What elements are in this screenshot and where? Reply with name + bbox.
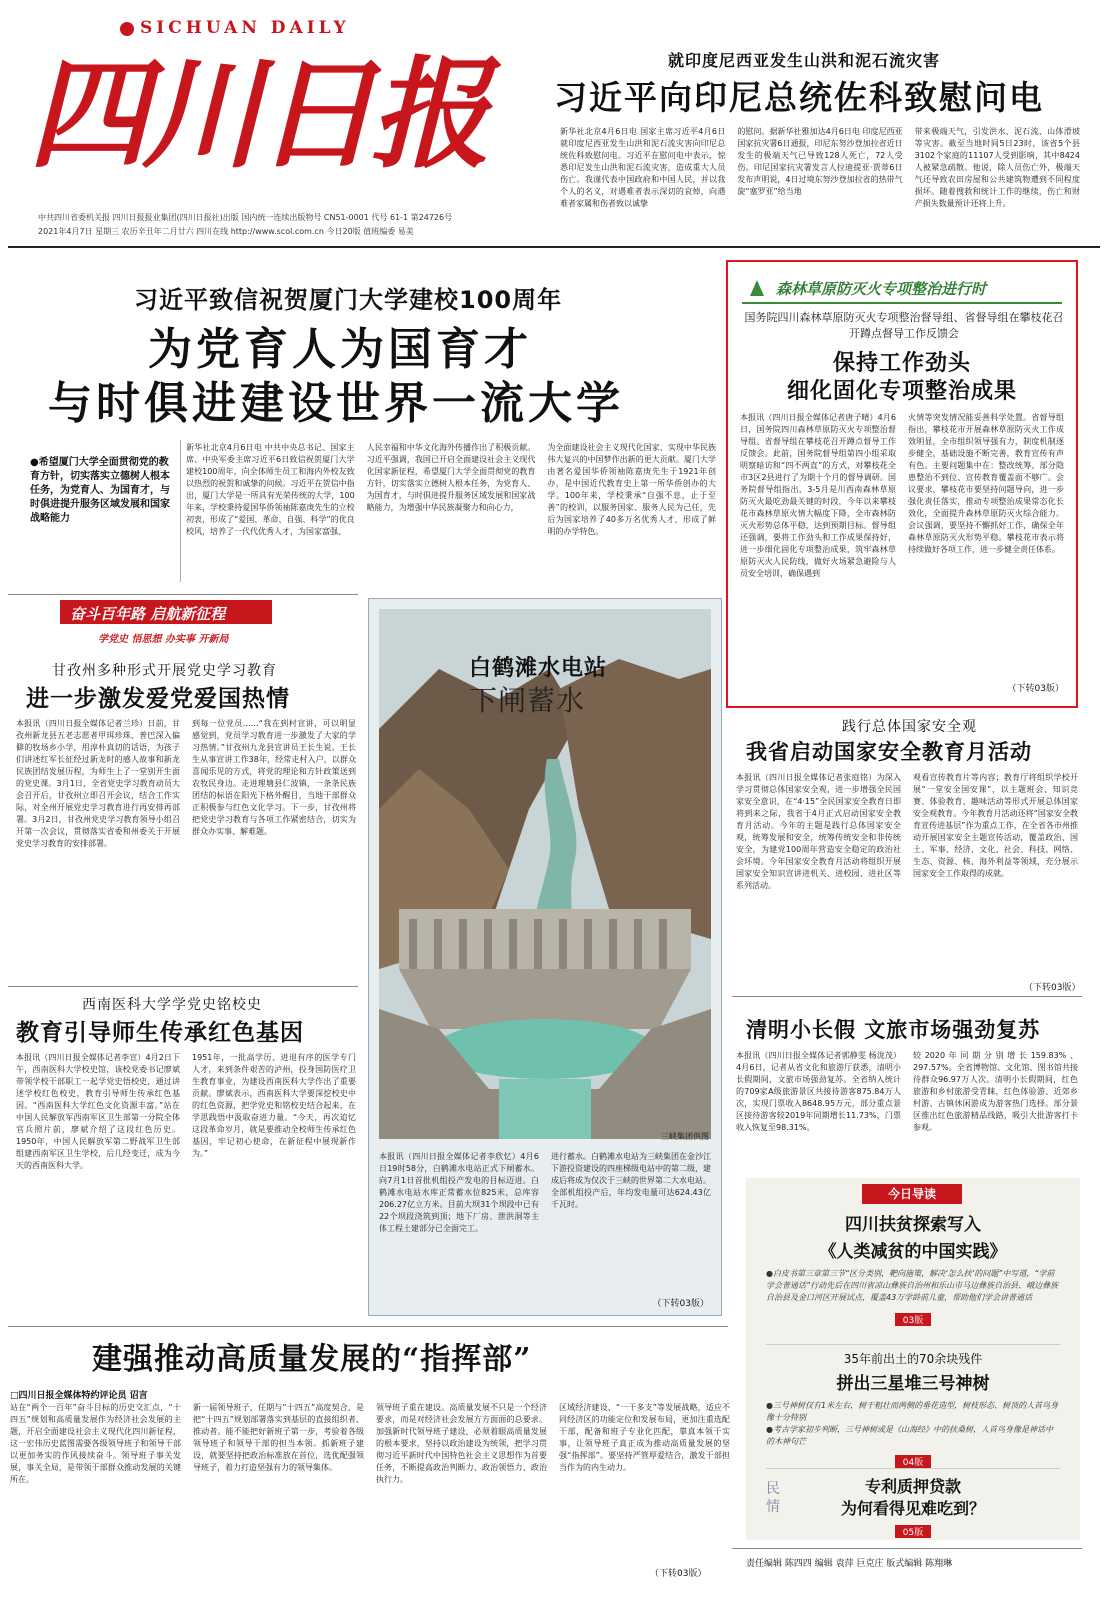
- guide-item-2-title1: 拼出三星堆三号神树: [836, 1374, 990, 1394]
- guide-item-2[interactable]: [746, 1350, 1080, 1469]
- tree-icon: [750, 280, 764, 296]
- guide-item-1-desc: ●白皮书第三章第三节“区分类别，靶向施策，解决‘怎么扶’的问题”中写道，“学前学会普通话”行动先后在四川省凉山彝族自治州和乐山市马边彝族自治县、峨边彝族自治县及金口河区开展试点，覆盖43万学龄前儿童，帮助他们学会讲普通话: [766, 1269, 1059, 1302]
- bottom-divider: [8, 1326, 728, 1327]
- forest-headline-1[interactable]: 保持工作劲头: [832, 350, 971, 376]
- guide-item-3-tag: 民情: [766, 1481, 780, 1515]
- guide-item-3-title2: 为何看得见难吃到？: [840, 1499, 985, 1518]
- ganzi-col2: 到每一位党员……“我在到村宣讲，可以明显感觉到，党员学习教育进一步激发了大家的学习热情。”甘孜州九龙县宣讲员王长生说。王长生从事宣讲工作38年，经常走村入户，以群众喜闻乐见的方式，将党的理论和方针政策送到农牧民身边。走进理塘县仁波镇，一条条民族团结的标语在阳光下格外醒目，当地干部群众正积极参与红色文化学习。下一步，甘孜州将把党史学习教育与各项工作紧密结合，切实为群众办实事、解难题。: [192, 719, 356, 836]
- forest-banner: [742, 276, 1062, 304]
- tailwater: [499, 1079, 591, 1139]
- guide-item-3-title1: 专利质押贷款: [864, 1477, 961, 1496]
- forest-box: [726, 260, 1078, 708]
- guide-item-1-title2: 《人类减贫的中国实践》: [819, 1242, 1007, 1262]
- dam-wall: [399, 909, 691, 969]
- swmu-divider: [8, 986, 358, 987]
- section-flag-title: 奋斗百年路 启航新征程: [70, 605, 226, 623]
- left-section-divider: [8, 594, 358, 595]
- photo-story-body: [379, 1151, 711, 1291]
- bottom-col2: 新一届领导班子，任期与“十四五”高度契合，是把“十四五”规划部署落实到基层的直接组织者、推动者。能不能把好新班子第一步，考验着各级领导班子和领导干部的担当本领。抓新班子建设，就要坚持把政治标准放在首位，选优配强领导班子，着力打造坚强有力的领导集体。: [193, 1403, 364, 1472]
- qingming-divider: [732, 996, 1082, 997]
- forest-col2: 火情等突发情况能妥善科学处置。省督导组指出，攀枝花市开展森林草原防灭火工作成效明显，全市组织领导强有力，制度机制逐步健全，基础设施不断完善，教育宣传有声有色。主要问题集中在：整改统筹、部分隐患整治不到位、宣传教育覆盖面不够广。会议要求，攀枝花市要坚持问题导向，进一步强化责任落实，推动专项整治成果常态化长效化，全面提升森林草原防灭火综合能力。会议强调，要坚持不懈抓好工作，确保全年森林草原防灭火形势平稳。攀枝花市表示将持续做好各项工作，进一步健全责任体系。: [908, 413, 1064, 554]
- ganzi-body: [16, 718, 356, 968]
- swmu-col1: 本报讯（四川日报全媒体记者李宣）4月2日下午，西南医科大学校史馆，该校党委书记廖斌带领学校干部职工一起学党史悟校史，通过讲述学校红色校史，教育引导师生传承红色基因。“西南医科大学红色文化资源丰富。”站在中国人民解放军西南军区卫生部第一分院全体官兵照片前，廖斌介绍了这段红色历史。1950年，中国人民解放军第二野战军卫生部组建西南军区卫生学校，后几经变迁，成为今天的西南医科大学。: [16, 1053, 180, 1170]
- top-story-headline[interactable]: 习近平向印尼总统佐科致慰问电: [554, 78, 1044, 117]
- guide-divider-1: [766, 1344, 1060, 1345]
- top-story-body: [560, 126, 1080, 230]
- ganzi-kicker: 甘孜州多种形式开展党史学习教育: [52, 663, 277, 679]
- top-story-col1: 新华社北京4月6日电 国家主席习近平4月6日就印度尼西亚发生山洪和泥石流灾害向印尼总统佐科致慰问电。习近平在慰问电中表示，惊悉印尼发生山洪和泥石流灾害，造成重大人员伤亡。我谨代表中国政府和中国人民，并以我个人的名义，对遇难者表示深切的哀悼，向遇难者家属和伤者致以诚挚: [560, 127, 726, 208]
- swmu-kicker: 西南医科大学学党史铭校史: [82, 997, 262, 1013]
- photo-credit: 三峡集团供图: [661, 1132, 709, 1141]
- bottom-more-link[interactable]: （下转03版）: [650, 1569, 707, 1579]
- lead-story-headline-1[interactable]: 为党育人为国育才: [148, 324, 532, 375]
- ganzi-headline[interactable]: 进一步激发爱党爱国热情: [26, 686, 290, 712]
- date-line: 2021年4月7日 星期三 农历辛丑年二月廿六 四川在线 http://www.scol.com.cn 今日20版 值班编委 易美: [38, 227, 414, 236]
- anquan-headline[interactable]: 我省启动国家安全教育月活动: [746, 740, 1032, 764]
- photo-story-col1: 本报讯（四川日报全媒体记者李欣忆）4月6日19时58分，白鹤滩水电站正式下闸蓄水。向7月1日首批机组投产发电的目标迈进。白鹤滩水电站水库正常蓄水位825米，总库容206.27亿立方米。目前大坝31个坝段中已有22个坝段浇筑到顶；地下厂房、泄洪洞等主体工程土建部分已全面完工。: [379, 1152, 539, 1233]
- anquan-kicker: 践行总体国家安全观: [842, 719, 977, 735]
- lead-story-col2: 人民幸福和中华文化海外传播作出了积极贡献。习近平强调，我国已开启全面建设社会主义现代化国家新征程，希望厦门大学全面贯彻党的教育方针，切实落实立德树人根本任务，为党育人、为国育才，与时俱进提升服务区域发展和国家战略能力，为增强中华民族凝聚力和向心力，: [366, 443, 536, 512]
- bottom-col3: 领导班子重在建设。高质量发展不只是一个经济要求，而是对经济社会发展方方面面的总要求。加强新时代领导班子建设，必须着眼高质量发展的根本要求，坚持以政治建设为统领，把学习贯彻习近平新时代中国特色社会主义思想作为首要任务，不断提高政治判断力、政治领悟力、政治执行力。: [376, 1403, 547, 1484]
- anquan-body: [736, 772, 1078, 982]
- forest-headline-2[interactable]: 细化固化专项整治成果: [786, 378, 1017, 404]
- swmu-col2: 1951年，一批高学历、进退有序的医学专门人才，来到条件艰苦的泸州，投身国防医疗卫生教育事业，为建设西南医科大学作出了重要贡献。廖斌表示，西南医科大学要深挖校史中的红色资源，把学党史和铭校史结合起来，在学思践悟中汲取奋进力量。“今天，再次追忆这段革命岁月，就是要推动全校师生传承红色基因，牢记初心使命，在新征程中展现新作为。”: [192, 1053, 356, 1158]
- guide-item-2-kicker: 35年前出土的70余块残件: [843, 1352, 983, 1366]
- today-guide-label: 今日导读: [862, 1184, 962, 1204]
- forest-more-link[interactable]: （下转03版）: [1007, 684, 1064, 694]
- masthead-divider: [8, 246, 1100, 248]
- guide-item-3[interactable]: [746, 1474, 1080, 1536]
- photo-story-col2: 进行蓄水。白鹤滩水电站为三峡集团在金沙江下游投资建设的四座梯级电站中的第二级，建成后将成为仅次于三峡的世界第二大水电站。全部机组投产后，年均发电量可达624.43亿千瓦时。: [551, 1152, 711, 1209]
- top-story-col2: 的慰问。据新华社雅加达4月6日电 印度尼西亚国家抗灾署6日通报，印尼东努沙登加拉省近日发生的极端天气已导致128人死亡，72人受伤。印尼国家抗灾署发言人拉迪提亚·贾蒂6日发布声明说，4日过境东努沙登加拉省的热带气旋“塞罗亚”给当地: [737, 127, 903, 196]
- photo-title-bottom: 下闸蓄水: [469, 684, 586, 717]
- bottom-headline[interactable]: 建强推动高质量发展的“指挥部”: [92, 1342, 532, 1377]
- bottom-body: [10, 1402, 730, 1562]
- summary-divider: [180, 440, 181, 582]
- photo-frame: [368, 598, 722, 1316]
- photo-more-link[interactable]: （下转03版）: [652, 1299, 709, 1309]
- publisher-line: 中共四川省委机关报 四川日报报业集团(四川日报社)出版 国内统一连续出版物号 CN51-0001 代号 61-1 第24726号: [38, 213, 453, 222]
- lead-story-summary: ●希望厦门大学全面贯彻党的教育方针，切实落实立德树人根本任务，为党育人、为国育才，与时俱进提升服务区域发展和国家战略能力: [30, 457, 170, 524]
- top-story-col3: 带来极端天气，引发洪水、泥石流、山体滑坡等灾害。截至当地时间5日23时，该省5个县3102个家庭的11107人受到影响，其中8424人被紧急疏散。他说，除人员伤亡外，极端天气还导致农田房屋和公共建筑物遭到不同程度损坏。随着搜救和统计工作的继续，伤亡和财产损失数量预计还将上升。: [914, 127, 1080, 208]
- guide-item-2-page[interactable]: 04版: [895, 1455, 931, 1468]
- lead-story-col3: 为全面建设社会主义现代化国家、实现中华民族伟大复兴的中国梦作出新的更大贡献。厦门大学由著名爱国华侨领袖陈嘉庚先生于1921年创办，是中国近代教育史上第一所华侨创办的大学。100年来，学校秉承“自强不息，止于至善”的校训，以服务国家、服务人民为己任，先后为国家培养了40多万名优秀人才，形成了鲜明的办学特色。: [547, 443, 716, 536]
- qingming-body: [736, 1050, 1078, 1170]
- footer-divider: [732, 1548, 1082, 1549]
- bottom-byline: □四川日报全媒体特约评论员 诏言: [10, 1391, 148, 1401]
- lead-story-body: [186, 442, 716, 582]
- qingming-headline[interactable]: 清明小长假 文旅市场强劲复苏: [746, 1018, 1041, 1042]
- lead-story-col1: 新华社北京4月6日电 中共中央总书记、国家主席、中央军委主席习近平6日致信祝贺厦门大学建校100周年，向全体师生员工和海内外校友致以热烈的祝贺和诚挚的问候。习近平在贺信中指出，厦门大学是一所具有光荣传统的大学，100年来，学校秉持爱国华侨领袖陈嘉庚先生的立校初衷，形成了“爱国、革命、自强、科学”的优良校风，培养了一代代优秀人才，为国家富强、: [186, 443, 355, 536]
- forest-body: [740, 412, 1064, 682]
- qingming-col2: 较2020年同期分别增长159.83%、297.57%。全省博物馆、文化馆、图书馆共接待群众96.97万人次。清明小长假期间，红色旅游和乡村旅游受青睐，红色体验游、近郊乡村游、古镇休闲游成为游客热门选择。部分景区推出红色旅游精品线路，吸引大批游客打卡参观。: [913, 1051, 1078, 1132]
- photo-title-top: 白鹤滩水电站: [469, 655, 608, 681]
- footer-credits: 责任编辑 陈四四 编辑 袁萍 巨克庄 版式编辑 陈翔琳: [746, 1559, 953, 1569]
- guide-item-1-page[interactable]: 03版: [895, 1313, 931, 1326]
- swmu-headline[interactable]: 教育引导师生传承红色基因: [16, 1020, 304, 1046]
- emblem-icon: [120, 22, 134, 36]
- guide-item-1-title1: 四川扶贫探索写入: [845, 1215, 981, 1235]
- guide-item-1[interactable]: [746, 1210, 1080, 1327]
- section-flag: [60, 600, 272, 624]
- masthead-en-name: SICHUAN DAILY: [120, 18, 350, 38]
- today-guide-panel: [746, 1178, 1080, 1540]
- qingming-col1: 本报讯（四川日报全媒体记者郭静雯 杨泷茂）4月6日，记者从省文化和旅游厅获悉，清明小长假期间，文旅市场强劲复苏。全省纳入统计的709家A级旅游景区共接待游客875.84万人次，实现门票收入8648.95万元，部分重点景区接待游客较2019年同期增长11.73%，门票收入恢复至98.31%。: [736, 1051, 901, 1132]
- guide-divider-2: [766, 1468, 1060, 1469]
- guide-item-2-desc: ●三号神树仅有1米左右，树干粗壮而两侧的垂花造型，树枝形态、树顶的人首鸟身像十分特别 ●考古学家初步判断，三号神树或是《山海经》中的扶桑树，人首鸟身像是神话中的木神句芒: [766, 1401, 1059, 1446]
- forest-kicker: 国务院四川森林草原防灭火专项整治督导组、省督导组在攀枝花召开蹲点督导工作反馈会: [744, 311, 1064, 340]
- guide-item-3-page[interactable]: 05版: [895, 1525, 931, 1538]
- bottom-col1: 站在“两个一百年”奋斗目标的历史交汇点，“十四五”规划和高质量发展作为经济社会发展的主题，开启全面建设社会主义现代化四川新征程，这一宏伟历史蓝图需要各级领导班子和领导干部以更加务实的作风接续奋斗。领导班子事关发展，事关全局，是带领干部群众推动发展的关键所在。: [10, 1403, 181, 1484]
- masthead-logo: 四川日报: [28, 44, 484, 185]
- forest-col1: 本报讯（四川日报全媒体记者唐子晴）4月6日，国务院四川森林草原防灭火专项整治督导组、省督导组在攀枝花召开蹲点督导工作反馈会。此前，国务院督导组第四小组采取明察暗访和“四不两直”的方式，对攀枝花全市3区2县进行了为期十个月的督导调研。国务院督导组指出，3-5月是川西南森林草原防灭火最吃劲最关键的时段，今年以来攀枝花市森林草原火情大幅度下降，全市森林防灭火形势总体平稳，达到预期目标。督导组还强调，要将工作劲头和工作成果保持好，进一步细化固化专项整治成果，筑牢森林草原防灭火人民防线，做好火场紧急避险与人员安全培训，确保遇到: [740, 413, 896, 578]
- swmu-body: [16, 1052, 356, 1310]
- forest-banner-title: 森林草原防灭火专项整治进行时: [776, 280, 987, 298]
- anquan-col1: 本报讯（四川日报全媒体记者张庭铭）为深入学习贯彻总体国家安全观，进一步增强全民国家安全意识，在“4·15”全民国家安全教育日即将到来之际，我省于4月正式启动国家安全教育月活动。今年的主题是践行总体国家安全观，统筹发展和安全，统筹传统安全和非传统安全，为建党100周年营造安全稳定的政治社会环境。今年国家安全教育月活动将组织开展国家安全知识宣讲进机关、进校园、进社区等系列活动。: [736, 773, 901, 890]
- anquan-col2: 观看宣传教育片等内容；教育厅将组织学校开展“一堂安全国安课”，以主题班会、知识竞赛、体验教育、趣味活动等形式开展总体国家安全观教育。今年教育月活动还将“国家安全教育宣传进基层”作为重点工作，在全省各市州推动开展国家安全主题宣传活动，覆盖政治、国土、军事、经济、文化、社会、科技、网络、生态、资源、核、海外利益等领域，充分展示国家安全工作取得的成就。: [913, 773, 1078, 878]
- anquan-more-link[interactable]: （下转03版）: [1024, 983, 1081, 993]
- bottom-col4: 区域经济建设、“一干多支”等发展战略，适应不同经济区的功能定位和发展布局，更加注重选配干部，配备和班子专业化匹配，靠真本领干实事，让领导班子真正成为推动高质量发展的坚强“指挥部”。要坚持严管厚爱结合，激发干部担当作为的内生动力。: [559, 1403, 730, 1472]
- ganzi-col1: 本报讯（四川日报全媒体记者兰珍）日前，甘孜州新龙县五老志愿者甲珥珍珠、普巴深入偏僻的牧场乡小学，用淳朴真切的话语，为孩子们讲述红军长征经过新龙时的感人故事和新龙民族团结发展历程，为师生上了一堂别开生面的党史课。3月1日，全省党史学习教育动员大会召开后，甘孜州立即召开会议，结合工作实际，对全州开展党史学习教育进行再安排再部署。3月2日，甘孜州党史学习教育领导小组召开第一次会议，贯彻落实省委和州委关于开展党史学习教育的安排部署。: [16, 719, 180, 848]
- section-flag-subtitle: 学党史 悟思想 办实事 开新局: [98, 634, 229, 645]
- top-story-kicker: 就印度尼西亚发生山洪和泥石流灾害: [668, 51, 941, 70]
- lead-story-kicker: 习近平致信祝贺厦门大学建校100周年: [134, 286, 563, 314]
- lead-story-headline-2[interactable]: 与时俱进建设世界一流大学: [48, 378, 624, 429]
